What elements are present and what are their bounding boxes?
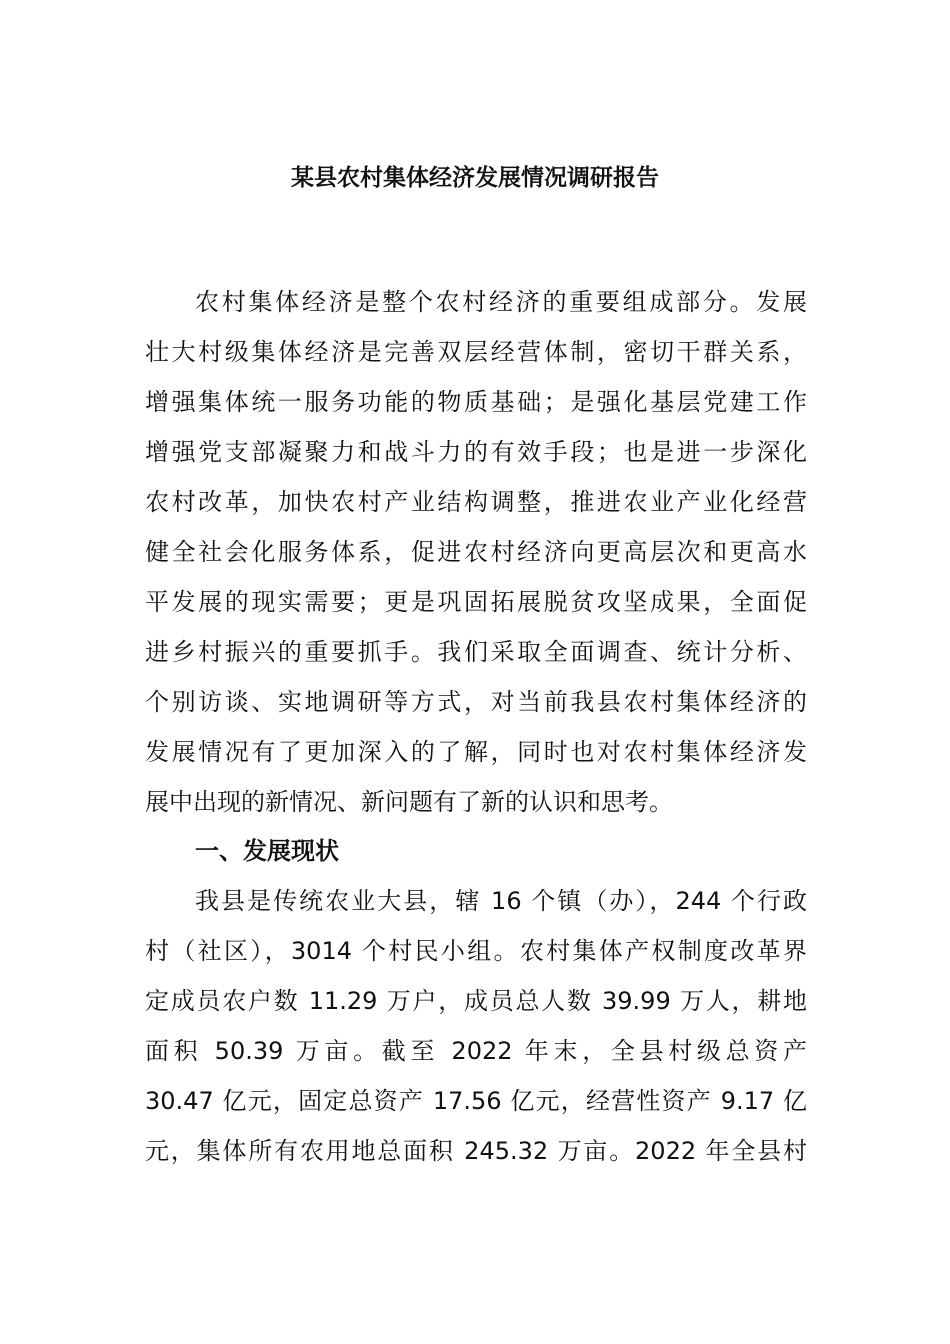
paragraph-line: 个别访谈、实地调研等方式，对当前我县农村集体经济的 <box>145 688 807 716</box>
paragraph-line: 增强党支部凝聚力和战斗力的有效手段；也是进一步深化 <box>145 438 807 466</box>
paragraph-line: 平发展的现实需要；更是巩固拓展脱贫攻坚成果，全面促 <box>145 588 807 616</box>
paragraph-line: 村（社区），3014 个村民小组。农村集体产权制度改革界 <box>145 937 807 965</box>
paragraph-line: 元，集体所有农用地总面积 245.32 万亩。2022 年全县村 <box>145 1137 807 1165</box>
paragraph-line: 农村集体经济是整个农村经济的重要组成部分。发展 <box>195 288 807 316</box>
paragraph-line: 展中出现的新情况、新问题有了新的认识和思考。 <box>145 788 673 816</box>
paragraph-line: 健全社会化服务体系，促进农村经济向更高层次和更高水 <box>145 538 807 566</box>
paragraph-line: 增强集体统一服务功能的物质基础；是强化基层党建工作 <box>145 388 807 416</box>
paragraph-line: 壮大村级集体经济是完善双层经营体制，密切干群关系， <box>145 338 807 366</box>
paragraph-line: 发展情况有了更加深入的了解，同时也对农村集体经济发 <box>145 738 807 766</box>
paragraph-line: 定成员农户数 11.29 万户，成员总人数 39.99 万人，耕地 <box>145 987 807 1015</box>
paragraph-line: 农村改革，加快农村产业结构调整，推进农业产业化经营 <box>145 488 807 516</box>
paragraph-line: 30.47 亿元，固定总资产 17.56 亿元，经营性资产 9.17 亿 <box>145 1087 807 1115</box>
paragraph-line: 我县是传统农业大县，辖 16 个镇（办），244 个行政 <box>195 887 807 915</box>
document-title: 某县农村集体经济发展情况调研报告 <box>291 165 659 191</box>
paragraph-line: 面积 50.39 万亩。截至 2022 年末，全县村级总资产 <box>145 1037 807 1065</box>
paragraph-line: 进乡村振兴的重要抓手。我们采取全面调查、统计分析、 <box>145 638 807 666</box>
section-heading: 一、发展现状 <box>195 837 339 865</box>
